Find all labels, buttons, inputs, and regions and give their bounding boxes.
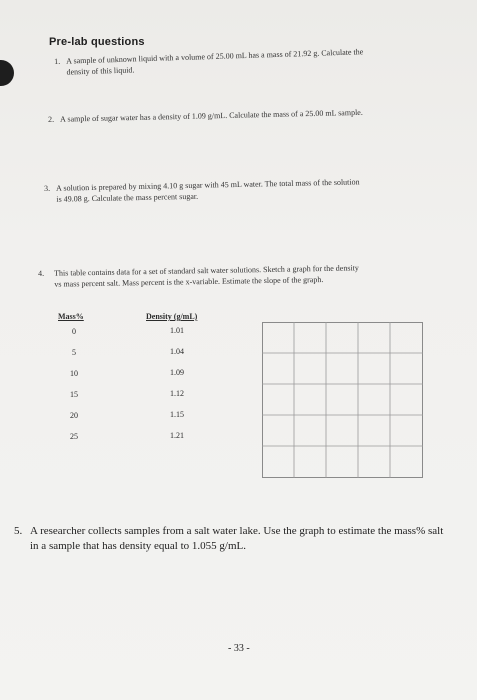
table-cell: 1.01: [170, 326, 184, 335]
table-cell: 25: [70, 432, 78, 441]
question-text-line-1: A sample of unknown liquid with a volume of 25.00 mL has a mass of 21.92 g. Calculate the: [66, 47, 364, 66]
table-cell: 15: [70, 390, 78, 399]
page-edge-shadow: [0, 60, 14, 86]
question-text-line-2: density of this liquid.: [66, 65, 135, 77]
table-cell: 1.12: [170, 389, 184, 398]
question-number: 3.: [44, 183, 51, 193]
table-header-density: Density (g/mL): [146, 312, 198, 321]
question-text-line-2: is 49.08 g. Calculate the mass percent sugar.: [56, 191, 199, 204]
table-cell: 0: [72, 327, 76, 336]
section-heading: Pre-lab questions: [49, 36, 145, 48]
table-cell: 1.15: [170, 410, 184, 419]
graph-grid-svg: [262, 322, 423, 478]
table-cell: 1.04: [170, 347, 184, 356]
blank-graph-grid: [262, 322, 423, 478]
table-cell: 1.21: [170, 431, 184, 440]
data-table: [52, 312, 212, 452]
table-cell: 20: [70, 411, 78, 420]
question-text-line-1: A sample of sugar water has a density of 1.09 g/mL. Calculate the mass of a 25.00 mL sample.: [60, 107, 363, 124]
table-cell: 1.09: [170, 368, 184, 377]
question-number: 1.: [54, 56, 61, 66]
question-text-line-1: A solution is prepared by mixing 4.10 g sugar with 45 mL water. The total mass of the solution: [56, 177, 360, 193]
question-number: 4.: [38, 268, 45, 278]
table-cell: 10: [70, 369, 78, 378]
question-number: 5.: [14, 525, 23, 537]
table-header-mass: Mass%: [58, 312, 84, 321]
question-text-line-1: A researcher collects samples from a salt water lake. Use the graph to estimate the mass% salt: [30, 525, 444, 537]
question-number: 2.: [48, 114, 55, 124]
question-text-line-1: This table contains data for a set of standard salt water solutions. Sketch a graph for the density: [54, 263, 359, 278]
question-text-line-2: in a sample that has density equal to 1.055 g/mL.: [30, 540, 246, 552]
question-text-line-2: vs mass percent salt. Mass percent is the x-variable. Estimate the slope of the graph.: [54, 275, 324, 289]
table-cell: 5: [72, 348, 76, 357]
page-number: - 33 -: [228, 643, 250, 654]
